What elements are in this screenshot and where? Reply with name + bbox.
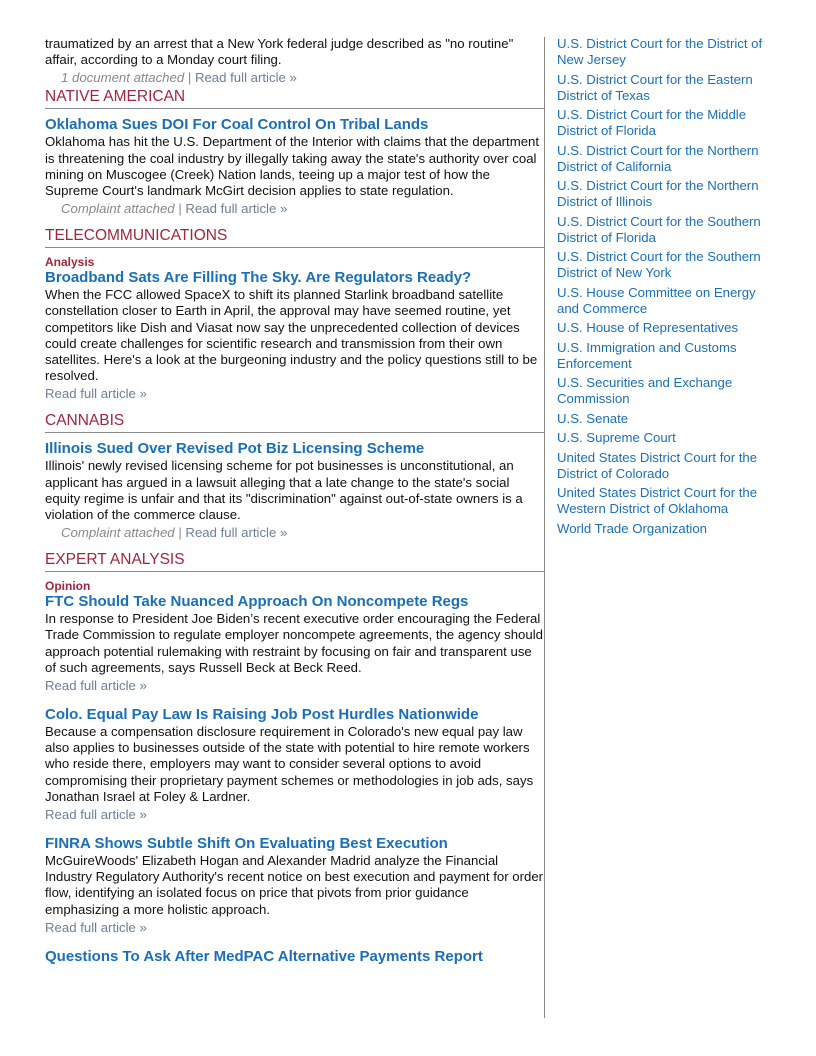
newsletter-main-column [45,36,544,966]
separator: | [178,525,182,541]
sidebar-link[interactable]: U.S. House of Representatives [557,320,739,335]
section-native-american [45,87,544,218]
section-heading: CANNABIS [45,411,544,433]
section-heading: EXPERT ANALYSIS [45,550,544,572]
sidebar-link[interactable]: U.S. District Court for the Eastern District of Texas [557,71,753,103]
sidebar-link[interactable]: World Trade Organization [557,520,708,536]
sidebar-link[interactable]: U.S. Immigration and Customs Enforcement [557,339,737,371]
article [45,116,544,218]
article-title-link[interactable]: FINRA Shows Subtle Shift On Evaluating Best Execution [45,835,448,853]
sidebar-link[interactable]: U.S. District Court for the Northern District of Illinois [557,178,759,209]
column-divider [544,37,545,1018]
article-meta [45,919,544,937]
attachment-note: Complaint attached [61,525,175,541]
article-body: When the FCC allowed SpaceX to shift its planned Starlink broadband satellite constellation closer to Earth in April, the approval may have seemed routine, yet competitors like Dish and Viasat now say the unprecedented collection of devices could create challenges for scientific research and transmission from their own satellites. Here's a look at the burgeoning industry and the policy questions still to be resolved. [45,287,538,384]
article-meta [61,524,544,542]
article [45,579,544,695]
article-body: Illinois' newly revised licensing scheme for pot businesses is unconstitutional, an applicant has argued in a lawsuit alleging that a late change to the state's social equity regime is unfair and that its "discrimination" against out-of-state owners is a violation of the commerce clause. [45,458,523,523]
article-body: Because a compensation disclosure requirement in Colorado's new equal pay law also applies to businesses outside of the state with potential to hire remote workers who reside there, employers may want to consider several options to avoid compromising their proprietary payment schemes or methodologies in job ads, says Jonathan Israel at Foley & Lardner. [45,724,534,804]
read-full-article-link[interactable]: Read full article » [45,678,147,694]
article-continuation [45,36,544,87]
article-title-link[interactable]: Questions To Ask After MedPAC Alternative Payments Report [45,947,483,965]
read-full-article-link[interactable]: Read full article » [185,525,288,541]
sidebar-link[interactable]: U.S. District Court for the Southern District of Florida [557,213,761,245]
sidebar-link[interactable]: U.S. District Court for the District of New Jersey [557,36,763,67]
sidebar-link[interactable]: U.S. District Court for the Southern District of New York [557,249,761,280]
sidebar-link[interactable]: U.S. Securities and Exchange Commission [557,375,733,406]
separator: | [178,201,182,217]
article [45,835,544,937]
sidebar-link[interactable]: United States District Court for the District of Colorado [557,449,758,481]
read-full-article-link[interactable]: Read full article » [185,201,288,217]
read-full-article-link[interactable]: Read full article » [45,386,147,402]
section-expert-analysis [45,550,544,966]
article [45,440,544,542]
sidebar-link[interactable]: U.S. District Court for the Northern District of California [557,142,759,174]
section-telecommunications [45,226,544,403]
article-body: traumatized by an arrest that a New York federal judge described as "no routine" affair, according to a Monday court filing. [45,36,514,68]
read-full-article-link[interactable]: Read full article » [45,919,147,935]
article [45,255,544,403]
article-body: In response to President Joe Biden’s recent executive order encouraging the Federal Trade Commission to regulate employer noncompete agreements, the agency should approach potential rulemaking with restraint by focusing on fair and transparent use of such agreements, says Russell Beck at Beck Reed. [45,611,543,675]
article-meta [61,200,544,218]
article-meta [45,677,544,695]
section-heading: NATIVE AMERICAN [45,87,544,109]
article-title-link[interactable]: FTC Should Take Nuanced Approach On Noncompete Regs [45,593,469,611]
article-body: Oklahoma has hit the U.S. Department of the Interior with claims that the department is threatening the coal industry by illegally taking away the state's authority over coal mining on Muscogee (Creek) Nation lands, teeing up a major test of how the Supreme Court's landmark McGirt decision applies to state regulation. [45,134,540,199]
article-meta [61,69,544,87]
attachment-note: 1 document attached [61,70,185,86]
article-title-link[interactable]: Illinois Sued Over Revised Pot Biz Licensing Scheme [45,440,425,458]
sidebar-link[interactable]: U.S. Senate [557,410,629,426]
article [45,948,544,966]
article-title-link[interactable]: Broadband Sats Are Filling The Sky. Are Regulators Ready? [45,269,472,287]
article-kicker: Opinion [45,579,91,594]
section-heading: TELECOMMUNICATIONS [45,226,544,248]
sidebar-link[interactable]: United States District Court for the Western District of Oklahoma [557,485,758,516]
section-cannabis [45,411,544,542]
article-title-link[interactable]: Colo. Equal Pay Law Is Raising Job Post Hurdles Nationwide [45,706,479,724]
article-kicker: Analysis [45,255,95,270]
article-meta [45,385,544,403]
article-title-link[interactable]: Oklahoma Sues DOI For Coal Control On Tribal Lands [45,116,429,134]
sidebar-link[interactable]: U.S. Supreme Court [557,430,676,445]
sidebar-related-entities [557,36,772,540]
article-meta [45,806,544,824]
separator: | [187,70,192,86]
sidebar-link[interactable]: U.S. House Committee on Energy and Commerce [557,284,756,316]
sidebar-link[interactable]: U.S. District Court for the Middle District of Florida [557,107,747,138]
article-body: McGuireWoods' Elizabeth Hogan and Alexander Madrid analyze the Financial Industry Regulatory Authority's recent notice on best execution and payment for order flow, identifying an isolated focus on price that pivots from prior guidance emphasizing a more holistic approach. [45,853,544,917]
read-full-article-link[interactable]: Read full article » [45,807,147,823]
article [45,706,544,824]
read-full-article-link[interactable]: Read full article » [194,70,297,86]
attachment-note: Complaint attached [61,201,175,217]
